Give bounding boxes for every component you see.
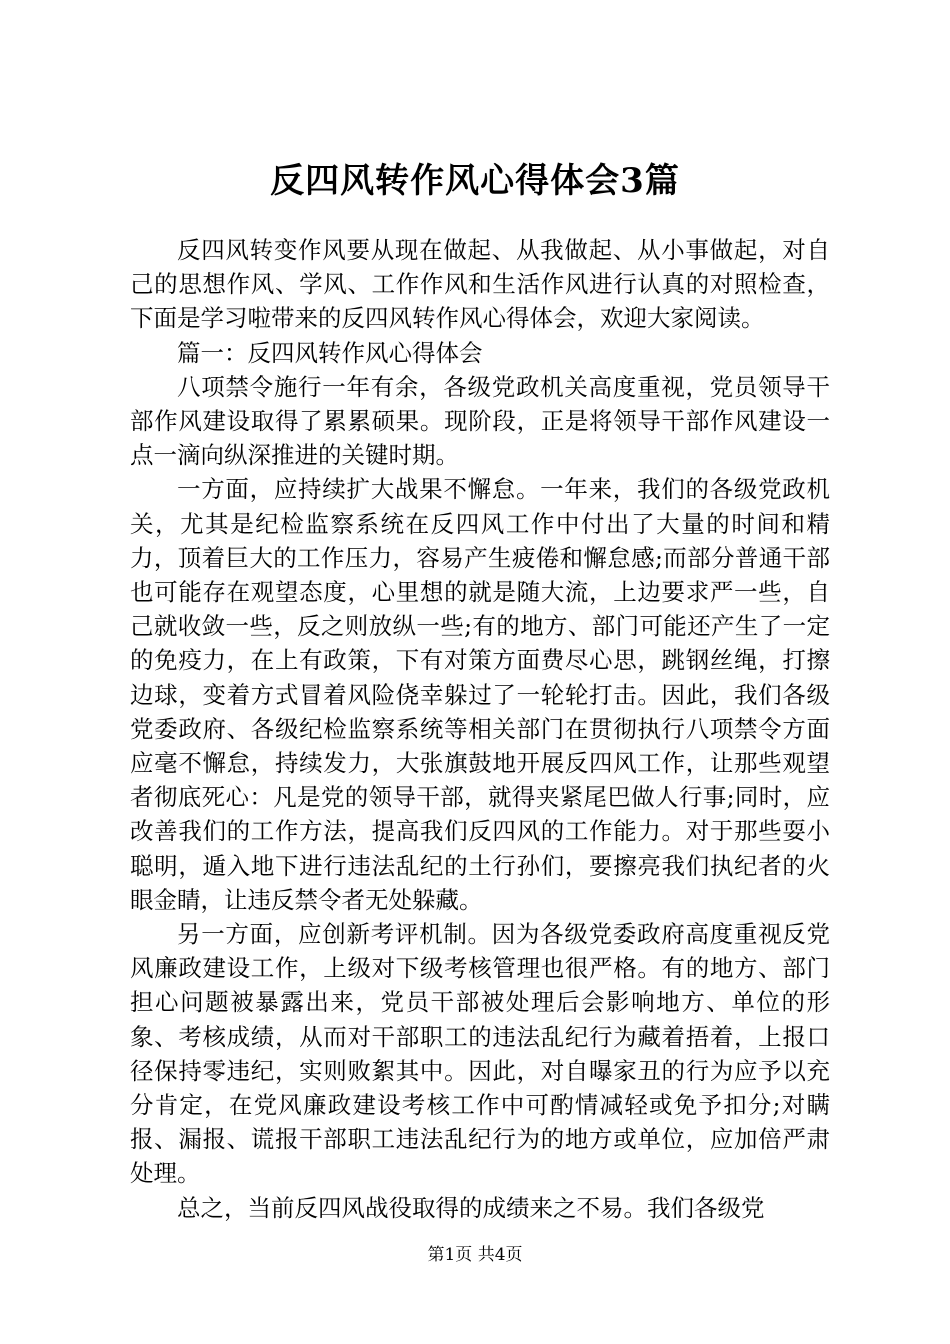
document-title: 反四风转作风心得体会3篇 — [270, 161, 680, 201]
paragraph-4: 总之，当前反四风战役取得的成绩来之不易。我们各级党 — [177, 1193, 765, 1222]
page-footer: 第1页 共4页 — [427, 1245, 523, 1265]
paragraph-2: 一方面，应持续扩大战果不懈怠。一年来，我们的各级党政机关，尤其是纪检监察系统在反四风工作中付出了大量的时间和精力，顶着巨大的工作压力，容易产生疲倦和懈怠感;而部分普通干部也可能存在观望态度，心里想的就是随大流，上边要求严一些，自己就收敛一些，反之则放纵一些;有的地方、部门可能还产生了一定的免疫力，在上有政策，下有对策方面费尽心思，跳钢丝绳，打擦边球，变着方式冒着风险侥幸躲过了一轮轮打击。因此，我们各级党委政府、各级纪检监察系统等相关部门在贯彻执行八项禁令方面应毫不懈怠，持续发力，大张旗鼓地开展反四风工作，让那些观望者彻底死心：凡是党的领导干部，就得夹紧尾巴做人行事;同时，应改善我们的工作方法，提高我们反四风的工作能力。对于那些耍小聪明，遁入地下进行违法乱纪的土行孙们，要擦亮我们执纪者的火眼金睛，让违反禁令者无处躲藏。 — [130, 475, 830, 914]
document-body — [130, 233, 830, 1225]
paragraph-3: 另一方面，应创新考评机制。因为各级党委政府高度重视反党风廉政建设工作，上级对下级考核管理也很严格。有的地方、部门担心问题被暴露出来，党员干部被处理后会影响地方、单位的形象、考核成绩，从而对干部职工的违法乱纪行为藏着捂着，上报口径保持零违纪，实则败絮其中。因此，对自曝家丑的行为应予以充分肯定，在党风廉政建设考核工作中可酌情减轻或免予扣分;对瞒报、漏报、谎报干部职工违法乱纪行为的地方或单位，应加倍严肃处理。 — [130, 920, 830, 1188]
paragraph-section-heading: 篇一：反四风转作风心得体会 — [177, 338, 483, 367]
paragraph-intro: 反四风转变作风要从现在做起、从我做起、从小事做起，对自己的思想作风、学风、工作作风和生活作风进行认真的对照检查，下面是学习啦带来的反四风转作风心得体会，欢迎大家阅读。 — [130, 236, 830, 333]
paragraph-1: 八项禁令施行一年有余，各级党政机关高度重视，党员领导干部作风建设取得了累累硕果。现阶段，正是将领导干部作风建设一点一滴向纵深推进的关键时期。 — [130, 372, 830, 470]
